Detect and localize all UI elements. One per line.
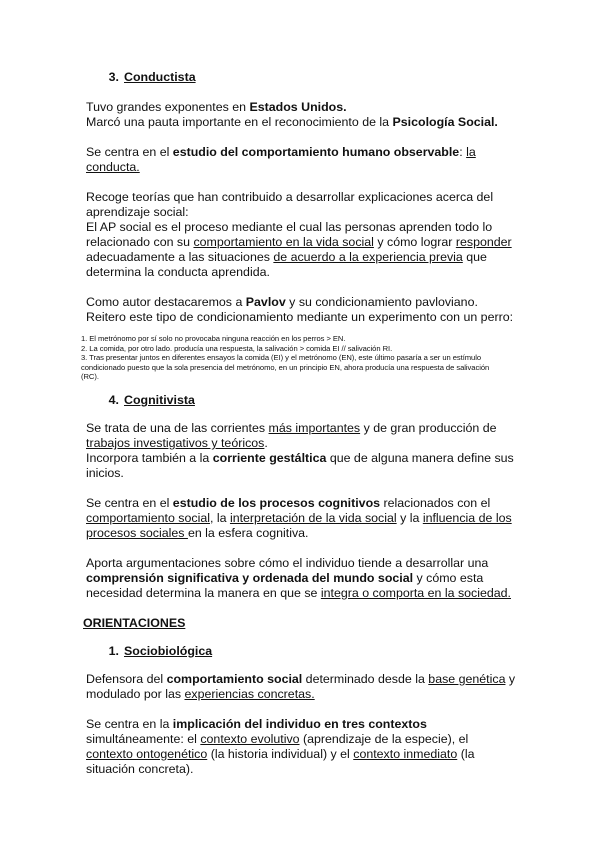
section-number: 3. — [108, 70, 119, 84]
text: Reitero este tipo de condicionamiento mediante un experimento con un perro: — [86, 310, 514, 324]
bold-text: estudio del comportamiento humano observable — [172, 145, 460, 159]
text: y cómo esta necesidad determina la manera en que se — [86, 570, 484, 600]
underlined-text: influencia de los procesos sociales — [86, 510, 512, 540]
text: que de alguna manera define sus inicios. — [86, 450, 514, 480]
paragraph-procesos-cognitivos — [86, 496, 516, 541]
bold-text: comportamiento social — [166, 671, 303, 686]
section-heading-conductista — [84, 70, 516, 85]
underlined-text: más importantes — [268, 420, 361, 435]
section-title: Conductista — [124, 70, 196, 84]
section-number: 4. — [108, 392, 119, 407]
underlined-text: trabajos investigativos y teóricos — [86, 435, 265, 450]
text: , la — [209, 510, 230, 525]
text: Aporta argumentaciones sobre cómo el individuo tiende a desarrollar una — [86, 555, 489, 570]
underlined-text: integra o comporta en la sociedad. — [320, 585, 511, 600]
paragraph-exponentes — [86, 100, 516, 130]
experiment-note: 2. La comida, por otro lado. producía una respuesta, la salivación > comida EI // salivación RI. — [81, 343, 393, 353]
underlined-text: contexto ontogenético — [86, 746, 208, 761]
underlined-text: comportamiento social — [86, 510, 210, 525]
bold-text: Estados Unidos. — [249, 100, 347, 114]
underlined-text: contexto evolutivo — [200, 731, 300, 746]
bold-text: estudio de los procesos cognitivos — [172, 495, 381, 510]
orientaciones-heading: ORIENTACIONES — [83, 615, 186, 630]
underlined-text: interpretación de la vida social — [229, 510, 397, 525]
text: : — [459, 145, 467, 159]
section-title: Cognitivista — [124, 392, 195, 407]
bold-text: Psicología Social. — [392, 115, 498, 129]
paragraph-argumentaciones — [86, 556, 516, 601]
paragraph-tres-contextos — [86, 717, 516, 777]
bold-text: corriente gestáltica — [212, 450, 327, 465]
paragraph-pavlov — [86, 295, 516, 325]
paragraph-defensora — [86, 672, 516, 702]
text: y modulado por las — [86, 671, 516, 701]
paragraph-corrientes — [86, 421, 516, 481]
text: (la situación concreta). — [86, 746, 475, 776]
section-heading-sociobiologica — [84, 644, 516, 659]
section-title: Sociobiológica — [124, 643, 213, 658]
text: Se centra en el — [86, 495, 173, 510]
underlined-text: de acuerdo a la experiencia previa — [273, 250, 463, 264]
text: El AP social es el proceso mediante el cual las personas aprenden todo lo relacionado con su — [86, 220, 493, 249]
text: y su condicionamiento pavloviano. — [285, 295, 478, 309]
text: en la esfera cognitiva. — [187, 525, 309, 540]
section-number: 1. — [108, 643, 119, 658]
experiment-note: 1. El metrónomo por sí solo no provocaba ninguna reacción en los perros > EN. — [81, 334, 346, 343]
section-heading-cognitivista — [84, 393, 516, 408]
text: Defensora del — [86, 671, 167, 686]
text: Marcó una pauta importante en el reconocimiento de la — [86, 115, 393, 129]
text: y cómo lograr — [373, 235, 456, 249]
text: (la historia individual) y el — [207, 746, 354, 761]
text: relacionados con el — [380, 495, 491, 510]
text: Recoge teorías que han contribuido a desarrollar explicaciones acerca del aprendizaje social: — [86, 190, 494, 219]
underlined-text: contexto inmediato — [353, 746, 458, 761]
underlined-text: experiencias concretas. — [184, 686, 315, 701]
text: y de gran producción de — [360, 420, 497, 435]
bold-text: comprensión significativa y ordenada del mundo social — [86, 570, 414, 585]
underlined-text: la conducta. — [86, 145, 476, 174]
text: que determina la conducta aprendida. — [86, 250, 487, 279]
text: Tuvo grandes exponentes en — [86, 100, 250, 114]
text: Se trata de una de las corrientes — [86, 420, 269, 435]
text: Incorpora también a la — [86, 450, 213, 465]
experiment-notes — [81, 334, 501, 382]
text: determinado desde la — [302, 671, 429, 686]
text: Como autor destacaremos a — [86, 295, 246, 309]
text: . — [264, 435, 268, 450]
paragraph-centra-conducta — [86, 145, 516, 175]
bold-text: Pavlov — [245, 295, 286, 309]
underlined-text: responder — [455, 235, 512, 249]
paragraph-teorias — [86, 190, 516, 280]
text: y la — [396, 510, 423, 525]
text: Se centra en el — [86, 145, 173, 159]
underlined-text: comportamiento en la vida social — [193, 235, 374, 249]
bold-text: implicación del individuo en tres contextos — [172, 716, 427, 731]
text: adecuadamente a las situaciones — [86, 250, 274, 264]
text: simultáneamente: el — [86, 731, 201, 746]
experiment-note: 3. Tras presentar juntos en diferentes ensayos la comida (EI) y el metrónomo (EN), este último pasaría a ser un estímulo condicionado puesto que la sola presencia del metrónomo, en un principio EN, ahora producía una respuesta de salivación (RC). — [81, 353, 490, 382]
document-page — [81, 70, 516, 777]
text: Se centra en la — [86, 716, 173, 731]
text: (aprendizaje de la especie), el — [299, 731, 469, 746]
underlined-text: base genética — [428, 671, 506, 686]
